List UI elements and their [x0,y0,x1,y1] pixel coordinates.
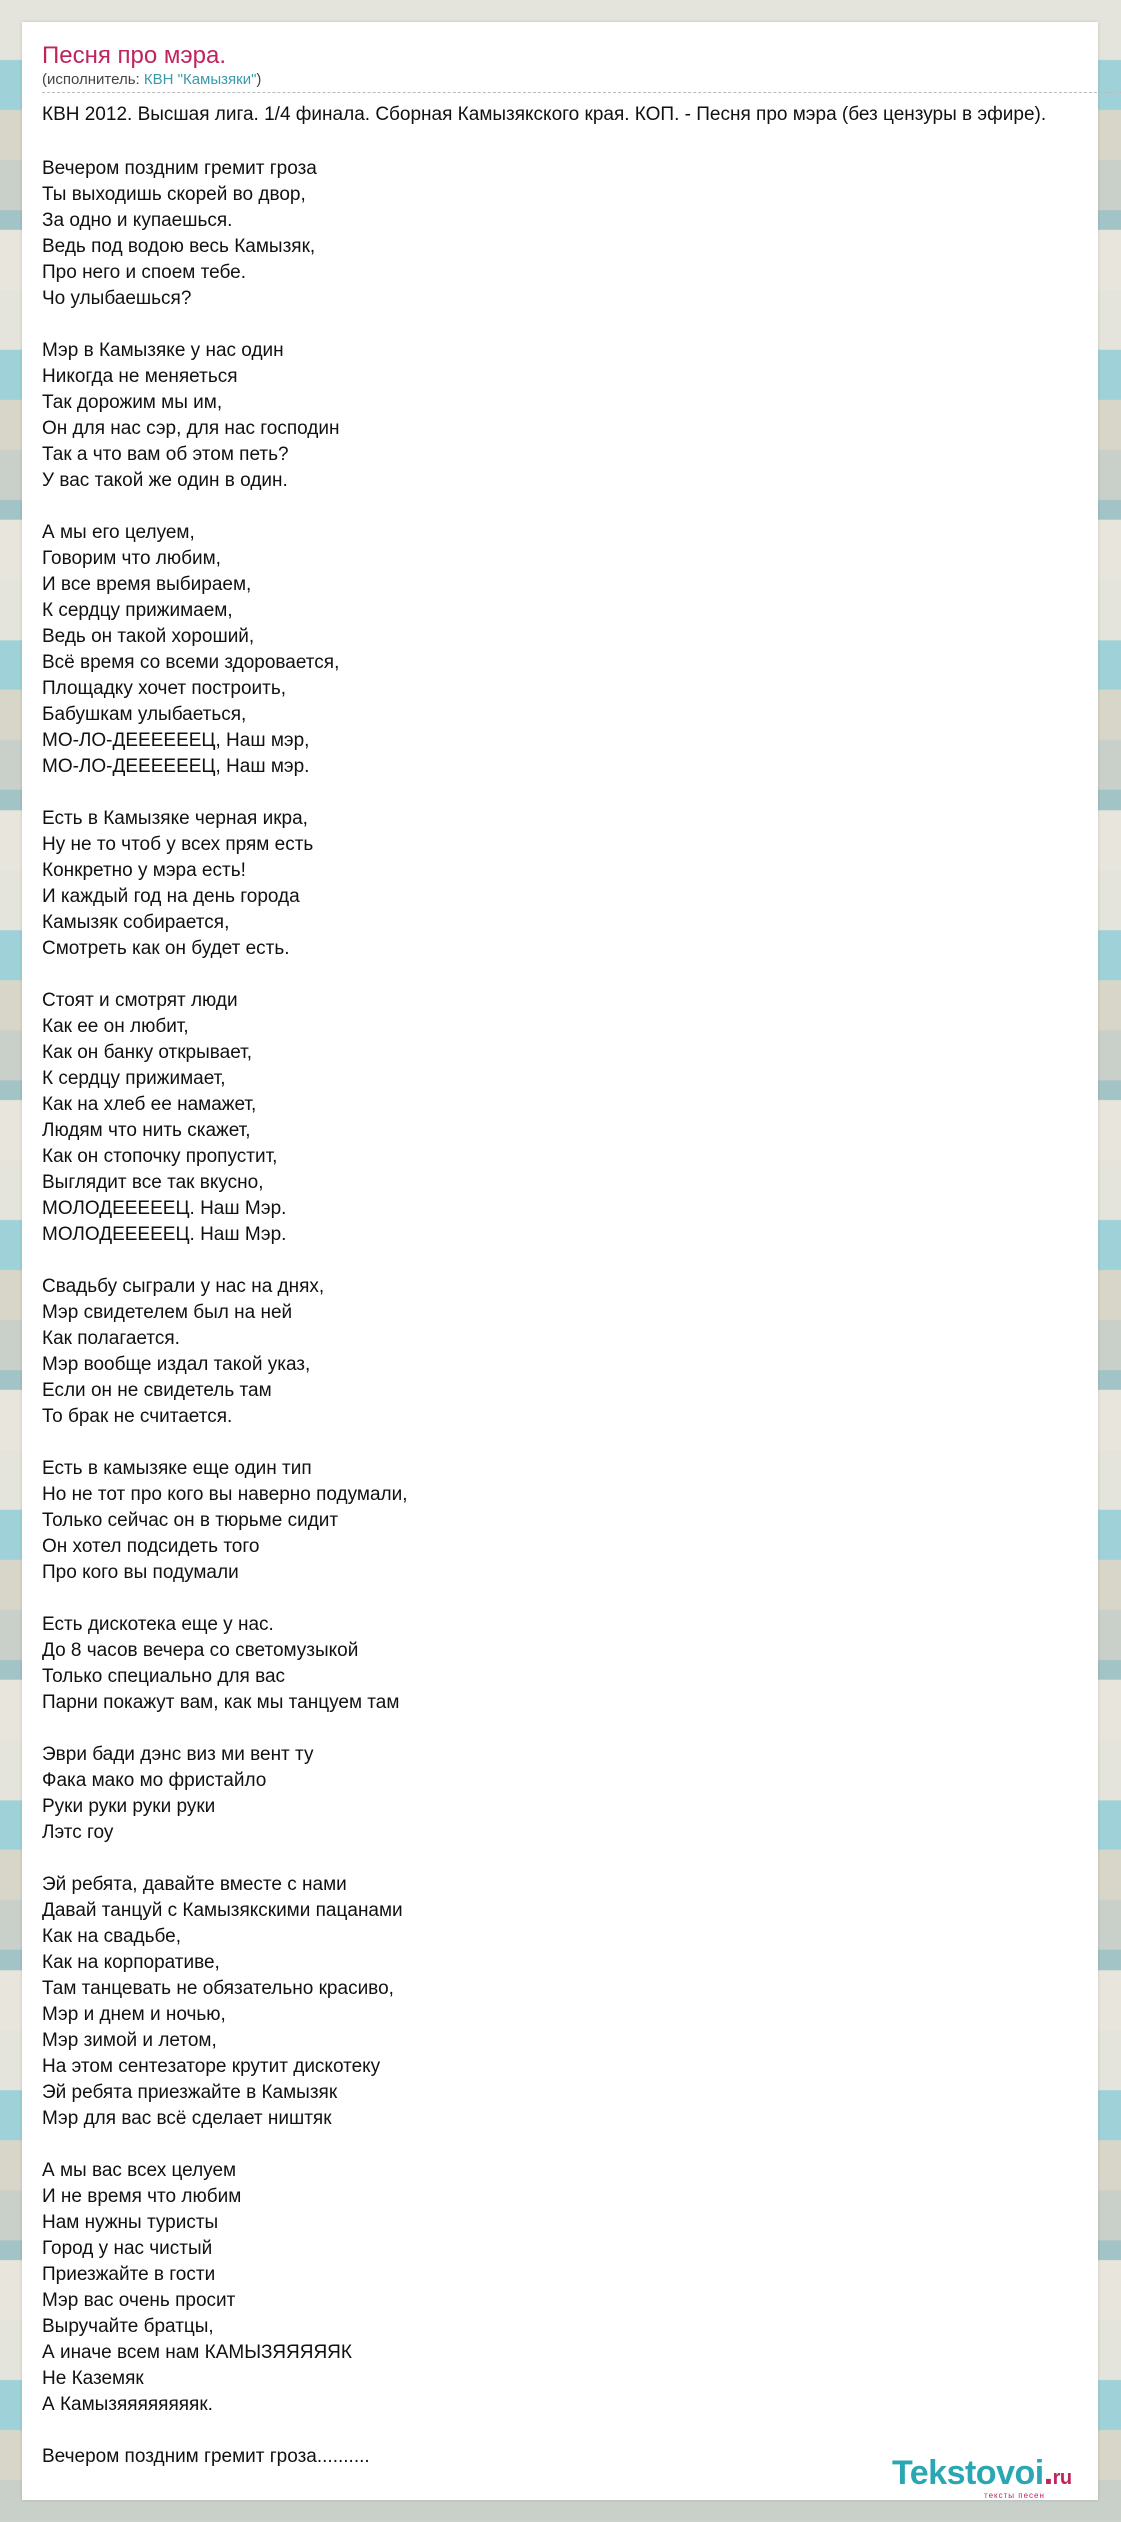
lyrics-line: Камызяк собирается, [42,912,230,933]
lyrics-line: Не Каземяк [42,2368,144,2389]
lyrics-line: И все время выбираем, [42,574,252,595]
site-logo[interactable] [892,2454,1082,2500]
logo-name: Tekstovoi [892,2454,1044,2492]
lyrics-line: То брак не считается. [42,1406,233,1427]
lyrics-line: Как он стопочку пропустит, [42,1146,278,1167]
lyrics-line: Там танцевать не обязательно красиво, [42,1978,394,1999]
lyrics-line: Он хотел подсидеть того [42,1536,260,1557]
lyrics-line: МО-ЛО-ДЕЕЕЕЕЕЦ, Наш мэр. [42,756,310,777]
lyrics-line: Выручайте братцы, [42,2316,214,2337]
divider [42,92,1121,93]
lyrics-line: Так дорожим мы им, [42,392,223,413]
lyrics-line: Выглядит все так вкусно, [42,1172,264,1193]
lyrics-line: Давай танцуй с Камызякскими пацанами [42,1900,403,1921]
lyrics-line: Стоят и смотрят люди [42,990,238,1011]
artist-suffix: ) [256,71,262,88]
lyrics-line: Чо улыбаешься? [42,288,192,309]
lyrics-line: У вас такой же один в один. [42,470,288,491]
lyrics-line: Мэр и днем и ночью, [42,2004,226,2025]
lyrics-blank-line [42,1248,408,1274]
lyrics-line: До 8 часов вечера со светомузыкой [42,1640,359,1661]
lyrics-blank-line [42,312,408,338]
lyrics-line: К сердцу прижимает, [42,1068,226,1089]
artist-line [42,71,261,88]
lyrics-line: Как ее он любит, [42,1016,189,1037]
lyrics-line: Но не тот про кого вы наверно подумали, [42,1484,408,1505]
lyrics-line: Про кого вы подумали [42,1562,239,1583]
lyrics-blank-line [42,2132,408,2158]
lyrics-blank-line [42,2418,408,2444]
lyrics-line: Как он банку открывает, [42,1042,253,1063]
lyrics-line: Ведь он такой хороший, [42,626,255,647]
lyrics-blank-line [42,1846,408,1872]
lyrics-line: МОЛОДЕЕЕЕЕЦ. Наш Мэр. [42,1224,287,1245]
lyrics-line: Ведь под водою весь Камызяк, [42,236,316,257]
lyrics-line: Фака мако мо фристайло [42,1770,267,1791]
lyrics-line: Говорим что любим, [42,548,221,569]
lyrics-line: Конкретно у мэра есть! [42,860,246,881]
lyrics-line: Есть в камызяке еще один тип [42,1458,312,1479]
lyrics-line: Про него и споем тебе. [42,262,246,283]
lyrics-line: И каждый год на день города [42,886,300,907]
lyrics-line: На этом сентезаторе крутит дискотеку [42,2056,381,2077]
lyrics-blank-line [42,1586,408,1612]
lyrics-line: Мэр в Камызяке у нас один [42,340,284,361]
lyrics-line: Как полагается. [42,1328,180,1349]
lyrics-line: Мэр зимой и летом, [42,2030,217,2051]
lyrics-line: Как на свадьбе, [42,1926,182,1947]
lyrics-line: Только специально для вас [42,1666,286,1687]
lyrics-line: Мэр для вас всё сделает ништяк [42,2108,332,2129]
page-title: Песня про мэра. [42,42,226,69]
lyrics-text [42,156,408,2470]
lyrics-line: Так а что вам об этом петь? [42,444,289,465]
lyrics-line: Мэр вас очень просит [42,2290,236,2311]
lyrics-line: Лэтс гоу [42,1822,114,1843]
lyrics-line: Бабушкам улыбаеться, [42,704,247,725]
lyrics-line: МО-ЛО-ДЕЕЕЕЕЕЦ, Наш мэр, [42,730,310,751]
lyrics-line: Ну не то чтоб у всех прям есть [42,834,314,855]
lyrics-blank-line [42,1430,408,1456]
lyrics-line: Эври бади дэнс виз ми вент ту [42,1744,314,1765]
logo-tld: ru [1052,2467,1072,2489]
lyrics-line: Город у нас чистый [42,2238,213,2259]
lyrics-line: Вечером поздним гремит гроза.......... [42,2446,370,2467]
lyrics-line: Как на хлеб ее намажет, [42,1094,257,1115]
lyrics-line: Площадку хочет построить, [42,678,287,699]
lyrics-line: И не время что любим [42,2186,242,2207]
lyrics-line: Мэр вообще издал такой указ, [42,1354,311,1375]
lyrics-line: Свадьбу сыграли у нас на днях, [42,1276,325,1297]
lyrics-line: Вечером поздним гремит гроза [42,158,317,179]
lyrics-line: Смотреть как он будет есть. [42,938,290,959]
artist-prefix: (исполнитель: [42,71,140,88]
lyrics-line: Есть дискотека еще у нас. [42,1614,274,1635]
lyrics-blank-line [42,1716,408,1742]
lyrics-line: Ты выходишь скорей во двор, [42,184,306,205]
lyrics-line: Если он не свидетель там [42,1380,272,1401]
lyrics-blank-line [42,962,408,988]
lyrics-line: Как на корпоративе, [42,1952,220,1973]
artist-link[interactable]: КВН "Камызяки" [143,71,257,88]
song-description: КВН 2012. Высшая лига. 1/4 финала. Сборная Камызякского края. КОП. - Песня про мэра (без цензуры в эфире). [42,104,1047,125]
logo-dot: . [1043,2454,1053,2492]
lyrics-line: Эй ребята приезжайте в Камызяк [42,2082,338,2103]
lyrics-line: А иначе всем нам КАМЫЗЯЯЯЯЯК [42,2342,352,2363]
lyrics-line: За одно и купаешься. [42,210,233,231]
lyrics-blank-line [42,780,408,806]
lyrics-line: Есть в Камызяке черная икра, [42,808,308,829]
lyrics-line: Людям что нить скажет, [42,1120,251,1141]
lyrics-line: Он для нас сэр, для нас господин [42,418,340,439]
page-container [22,22,1098,2500]
lyrics-line: Приезжайте в гости [42,2264,216,2285]
lyrics-blank-line [42,494,408,520]
lyrics-line: Нам нужны туристы [42,2212,219,2233]
lyrics-line: Эй ребята, давайте вместе с нами [42,1874,347,1895]
lyrics-line: Никогда не меняеться [42,366,238,387]
lyrics-line: Всё время со всеми здоровается, [42,652,340,673]
lyrics-line: МОЛОДЕЕЕЕЕЦ. Наш Мэр. [42,1198,287,1219]
lyrics-line: А мы его целуем, [42,522,195,543]
lyrics-line: А мы вас всех целуем [42,2160,237,2181]
lyrics-line: К сердцу прижимаем, [42,600,233,621]
lyrics-line: Парни покажут вам, как мы танцуем там [42,1692,400,1713]
lyrics-line: Мэр свидетелем был на ней [42,1302,293,1323]
lyrics-line: Руки руки руки руки [42,1796,216,1817]
logo-wordmark [892,2454,1072,2493]
logo-tagline: тексты песен [984,2491,1045,2500]
lyrics-line: А Камызяяяяяяяяк. [42,2394,213,2415]
lyrics-line: Только сейчас он в тюрьме сидит [42,1510,339,1531]
